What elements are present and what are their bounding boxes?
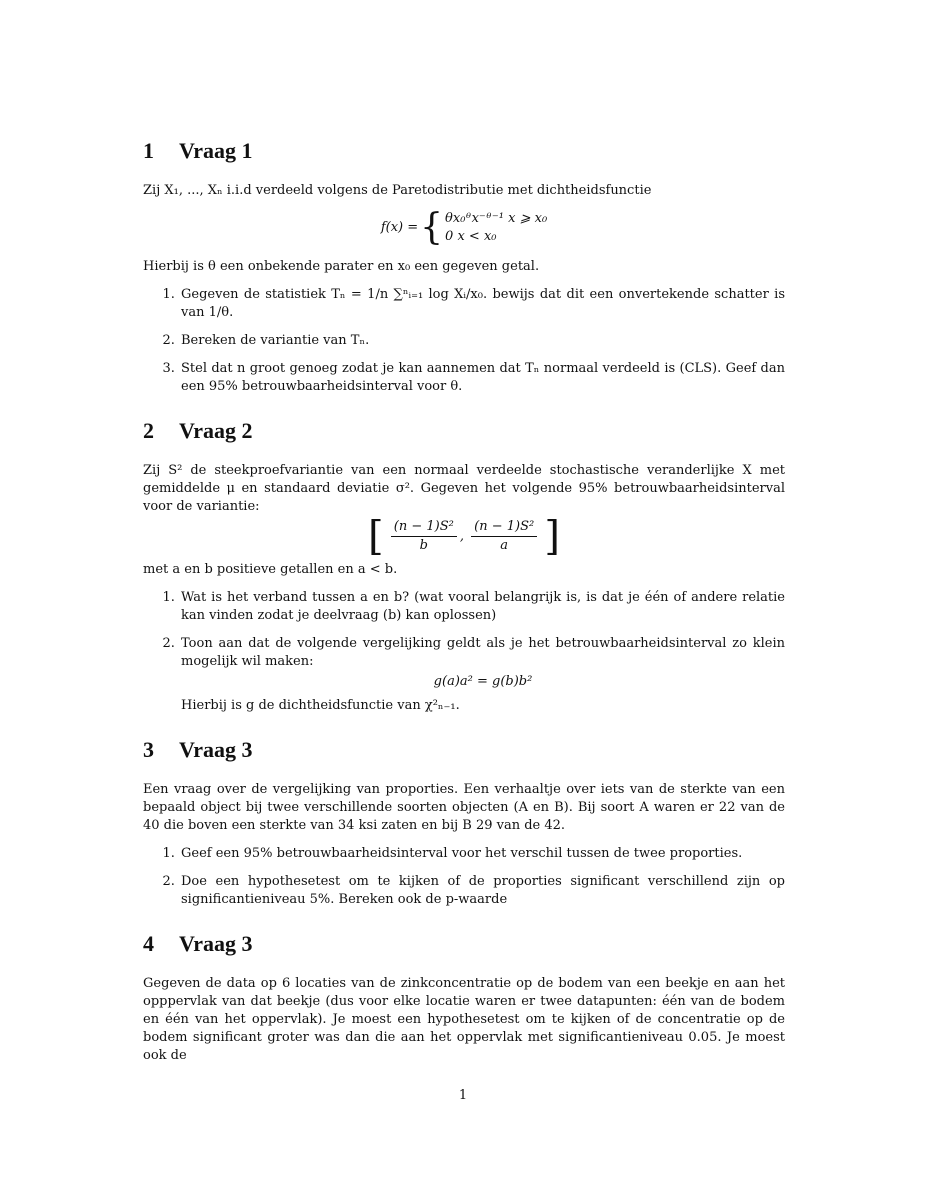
section-4 bbox=[143, 931, 785, 1065]
paragraph: Zij X₁, ..., Xₙ i.i.d verdeeld volgens de Paretodistributie met dichtheidsfunctie bbox=[143, 183, 652, 198]
section-heading bbox=[143, 418, 785, 444]
section-heading bbox=[143, 138, 785, 164]
paragraph: Hierbij is θ een onbekende parater en x₀ een gegeven getal. bbox=[143, 259, 540, 274]
section-heading bbox=[143, 931, 785, 957]
fraction bbox=[471, 518, 537, 555]
section-2 bbox=[143, 418, 785, 715]
section-title: Vraag 2 bbox=[179, 418, 253, 443]
equation-lhs: f(x) = bbox=[380, 220, 419, 235]
brace-symbol: { bbox=[420, 207, 444, 248]
numerator: (n − 1)S² bbox=[391, 518, 457, 537]
list-item: 2. Bereken de variantie van Tₙ. bbox=[179, 332, 785, 350]
page-number: 1 bbox=[458, 1088, 468, 1103]
paragraph: Gegeven de data op 6 locaties van de zinkconcentratie op de bodem van een beekje en aan het opppervlak van dat beekje (dus voor elke locatie waren er twee datapunten: één van de bodem en één van het oppervlak). Je moest een hypothesetest om te kijken of de concentratie op de bodem significant groter was dan die aan het oppervlak met significantieniveau 0.05. Je moest ook de bbox=[143, 976, 785, 1063]
numerator: (n − 1)S² bbox=[471, 518, 537, 537]
section-number: 4 bbox=[143, 931, 154, 956]
section-title: Vraag 3 bbox=[179, 737, 253, 762]
paragraph: Zij S² de steekproefvariantie van een normaal verdeelde stochastische veranderlijke X met gemiddelde μ en standaard deviatie σ². Gegeven het volgende 95% betrouwbaarheidsinterval voor de variantie: bbox=[143, 463, 785, 514]
fraction bbox=[391, 518, 457, 555]
section-number: 2 bbox=[143, 418, 154, 443]
list-item: 2. Doe een hypothesetest om te kijken of de proporties significant verschillend zijn op significantieniveau 5%. Bereken ook de p-waarde bbox=[179, 873, 785, 909]
question-list bbox=[143, 286, 785, 396]
equation-cases bbox=[445, 210, 547, 246]
case-line: θx₀ᶿx⁻ᶿ⁻¹ x ⩾ x₀ bbox=[445, 211, 548, 226]
equation: g(a)a² = g(b)b² bbox=[433, 674, 533, 689]
interval-equation: [ $\frac{\text{(n − 1)S²}}{b}$ , $\frac{\text{(n − 1)S²}}{a}$ ] bbox=[368, 513, 560, 560]
document-body bbox=[143, 138, 785, 1087]
section-number: 1 bbox=[143, 138, 154, 163]
denominator: b bbox=[419, 538, 428, 553]
paragraph: met a en b positieve getallen en a < b. bbox=[143, 562, 398, 577]
bracket-left: [ bbox=[368, 513, 384, 560]
denominator: a bbox=[500, 538, 509, 553]
case-line: 0 x < x₀ bbox=[445, 229, 497, 244]
question-list bbox=[143, 589, 785, 715]
section-heading bbox=[143, 737, 785, 763]
density-equation bbox=[143, 207, 785, 248]
section-title: Vraag 1 bbox=[179, 138, 253, 163]
list-item bbox=[179, 635, 785, 715]
list-item-note: Hierbij is g de dichtheidsfunctie van χ²ₙ₋₁. bbox=[181, 698, 460, 713]
section-1 bbox=[143, 138, 785, 396]
list-item: 1. Geef een 95% betrouwbaarheidsinterval voor het verschil tussen de twee proporties. bbox=[179, 845, 785, 863]
section-title: Vraag 3 bbox=[179, 931, 253, 956]
bracket-right: ] bbox=[544, 513, 560, 560]
list-item-text: Toon aan dat de volgende vergelijking geldt als je het betrouwbaarheidsinterval zo klein mogelijk wil maken: bbox=[181, 636, 785, 669]
section-number: 3 bbox=[143, 737, 154, 762]
list-item: 3. Stel dat n groot genoeg zodat je kan aannemen dat Tₙ normaal verdeeld is (CLS). Geef dan een 95% betrouwbaarheidsinterval voor θ. bbox=[179, 360, 785, 396]
section-3 bbox=[143, 737, 785, 909]
list-item: 1. Wat is het verband tussen a en b? (wat vooral belangrijk is, is dat je één of andere relatie kan vinden zodat je deelvraag (b) kan oplossen) bbox=[179, 589, 785, 625]
paragraph: Een vraag over de vergelijking van proporties. Een verhaaltje over iets van de sterkte van een bepaald object bij twee verschillende soorten objecten (A en B). Bij soort A waren er 22 van de 40 die boven een sterkte van 34 ksi zaten en bij B 29 van de 42. bbox=[143, 782, 785, 833]
list-item: 1. Gegeven de statistiek Tₙ = 1/n ∑ⁿᵢ₌₁ log Xᵢ/x₀. bewijs dat dit een onvertekende schatter is van 1/θ. bbox=[179, 286, 785, 322]
question-list bbox=[143, 845, 785, 909]
